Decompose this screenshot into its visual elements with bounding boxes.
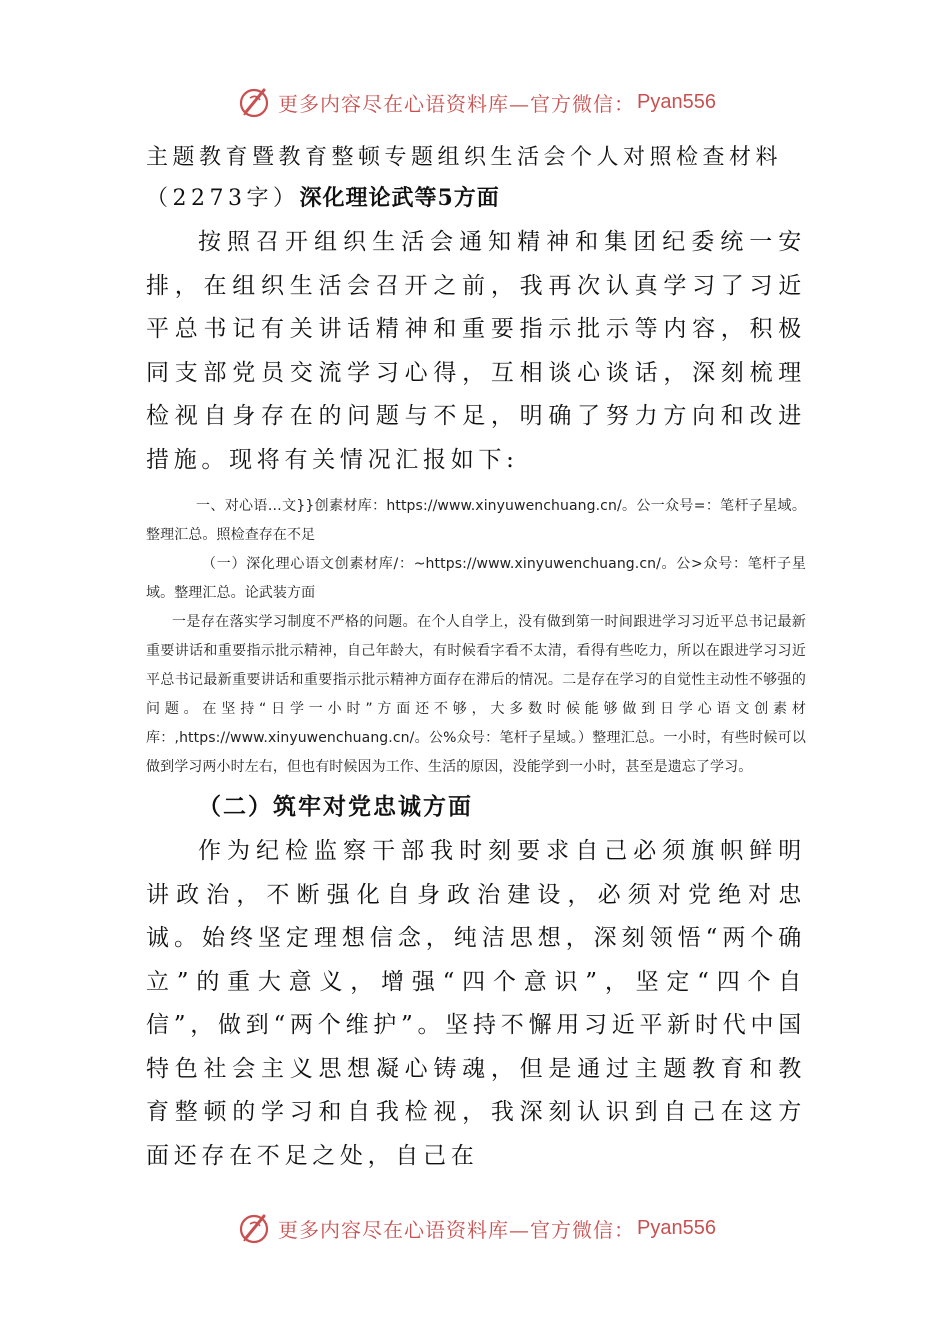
watermark-text: 更多内容尽在心语资料库—官方微信： xyxy=(278,1217,636,1242)
subsection-heading-1-2: （二）筑牢对党忠诚方面 xyxy=(198,793,473,820)
body-paragraph-loyalty: 作为纪检监察干部我时刻要求自己必须旗帜鲜明讲政治，不断强化自身政治建设，必须对党绝对忠诚。始终坚定理想信念，纯洁思想，深刻领悟“两个确立”的重大意义，增强“四个意识”，坚定“四个自信”，做到“两个维护”。坚持不懈用习近平新时代中国特色社会主义思想凝心铸魂，但是通过主题教育和教育整顿的学习和自我检视，我深刻认识到自己在这方面还存在不足之处，自己在 xyxy=(146,838,806,1169)
doc-title-subject: 深化理论武等5方面 xyxy=(299,185,500,211)
watermark-banner-bottom xyxy=(0,1208,950,1248)
watermark-code: Pyan556 xyxy=(637,90,716,113)
doc-title-line2 xyxy=(146,178,806,219)
intro-paragraph: 按照召开组织生活会通知精神和集团纪委统一安排，在组织生活会召开之前，我再次认真学习了习近平总书记有关讲话精神和重要指示批示等内容，积极同支部党员交流学习心得，互相谈心谈话，深刻梳理检视自身存在的问题与不足，明确了努力方向和改进措施。现将有关情况汇报如下: xyxy=(146,229,806,473)
doc-title-line1: 主题教育暨教育整顿专题组织生活会个人对照检查材料 xyxy=(146,145,783,170)
pen-logo-icon xyxy=(234,1208,274,1248)
section-heading-1: 一、对心语…文}}创素材库：https://www.xinyuwenchuang.cn/。公一众号=：笔杆子星域。整理汇总。照检查存在不足 xyxy=(146,498,806,543)
pen-logo-icon xyxy=(234,82,274,122)
watermark-banner-top xyxy=(0,82,950,122)
watermark-code: Pyan556 xyxy=(637,1216,716,1239)
watermark-text: 更多内容尽在心语资料库—官方微信： xyxy=(278,91,636,116)
subsection-heading-1-1: （一）深化理心语文创素材库/：~https://www.xinyuwenchuang.cn/。公>众号：笔杆子星域。整理汇总。论武装方面 xyxy=(146,556,806,601)
body-paragraph-small: 一是存在落实学习制度不严格的问题。在个人自学上，没有做到第一时间跟进学习习近平总书记最新重要讲话和重要指示批示精神，自己年龄大，有时候看字看不太清，看得有些吃力，所以在跟进学习习近平总书记最新重要讲话和重要指示批示精神方面存在滞后的情况。二是存在学习的自觉性主动性不够强的问题。在坚持“日学一小时”方面还不够，大多数时候能够做到日学心语文创素材库：,https://www.xinyuwenchuang.cn/。公%众号：笔杆子星域。）整理汇总。一小时，有些时候可以做到学习两小时左右，但也有时候因为工作、生活的原因，没能学到一小时，甚至是遗忘了学习。 xyxy=(146,614,806,775)
document-body xyxy=(146,138,806,1178)
doc-title-wordcount: （2273字） xyxy=(146,186,300,211)
